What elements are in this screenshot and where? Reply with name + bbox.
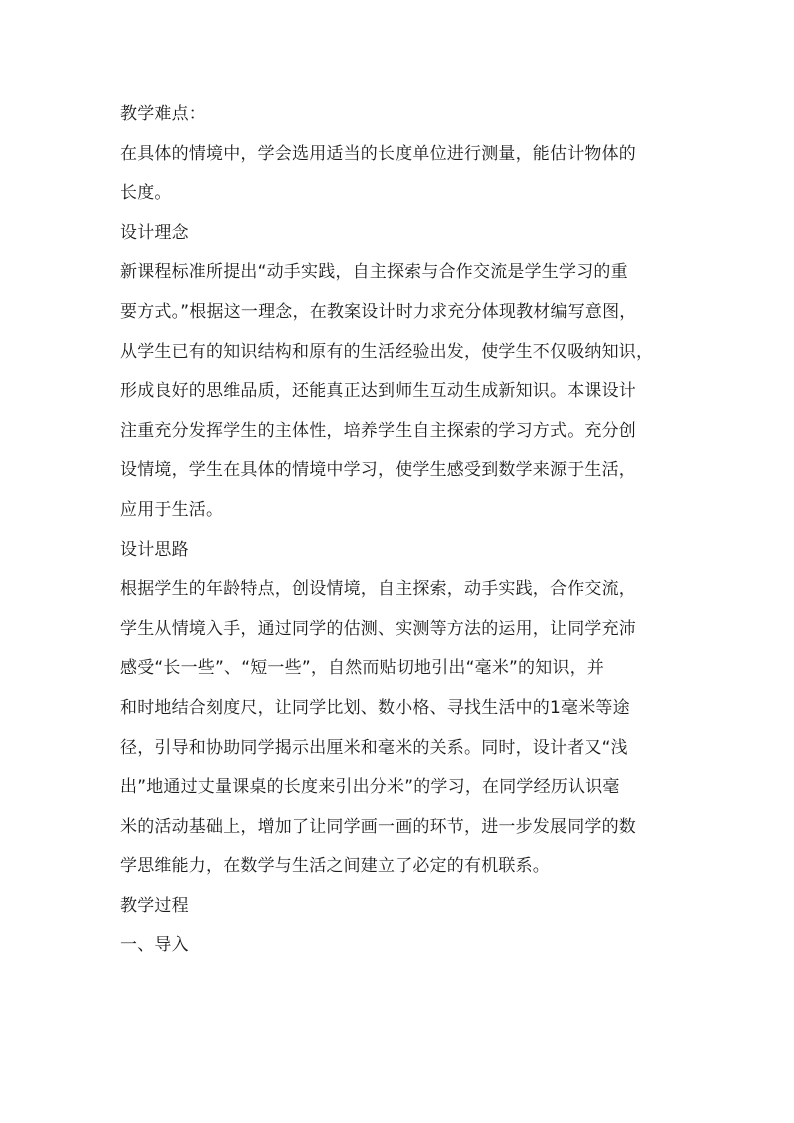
paragraph-line: 径，引导和协助同学揭示出厘米和毫米的关系。同时，设计者又“浅 <box>120 737 628 758</box>
paragraph-line: 米的活动基础上，增加了让同学画一画的环节，进一步发展同学的数 <box>120 816 636 837</box>
paragraph-line: 和时地结合刻度尺，让同学比划、数小格、寻找生活中的1毫米等途 <box>120 697 630 718</box>
paragraph-line: 应用于生活。 <box>120 499 224 520</box>
paragraph-line: 要方式。”根据这一理念，在教案设计时力求充分体现教材编写意图， <box>120 301 637 322</box>
paragraph-line: 感受“长一些”、“短一些”，自然而贴切地引出“毫米”的知识，并 <box>120 658 605 679</box>
subheading-introduction: 一、导入 <box>120 935 189 956</box>
heading-teaching-difficulty: 教学难点： <box>120 104 206 124</box>
paragraph-line: 学生从情境入手，通过同学的估测、实测等方法的运用，让同学充沛 <box>120 618 636 639</box>
paragraph-line: 出”地通过丈量课桌的长度来引出分米”的学习，在同学经历认识毫 <box>120 777 620 798</box>
paragraph-line: 新课程标准所提出“动手实践，自主探索与合作交流是学生学习的重 <box>120 262 628 283</box>
document-body <box>120 104 685 975</box>
paragraph-line: 根据学生的年龄特点，创设情境，自主探索，动手实践，合作交流， <box>120 579 636 600</box>
paragraph-line: 设情境，学生在具体的情境中学习，使学生感受到数学来源于生活， <box>120 460 636 481</box>
paragraph-line: 形成良好的思维品质，还能真正达到师生互动生成新知识。本课设计 <box>120 381 636 402</box>
heading-design-concept: 设计理念 <box>120 222 189 243</box>
heading-design-approach: 设计思路 <box>120 539 189 560</box>
heading-teaching-process: 教学过程 <box>120 895 189 916</box>
paragraph-line: 注重充分发挥学生的主体性，培养学生自主探索的学习方式。充分创 <box>120 420 636 441</box>
paragraph-line: 长度。 <box>120 183 172 204</box>
paragraph-line: 从学生已有的知识结构和原有的生活经验出发，使学生不仅吸纳知识， <box>120 341 654 362</box>
paragraph-line: 学思维能力，在数学与生活之间建立了必定的有机联系。 <box>120 856 550 877</box>
paragraph-line: 在具体的情境中，学会选用适当的长度单位进行测量，能估计物体的 <box>120 143 636 164</box>
